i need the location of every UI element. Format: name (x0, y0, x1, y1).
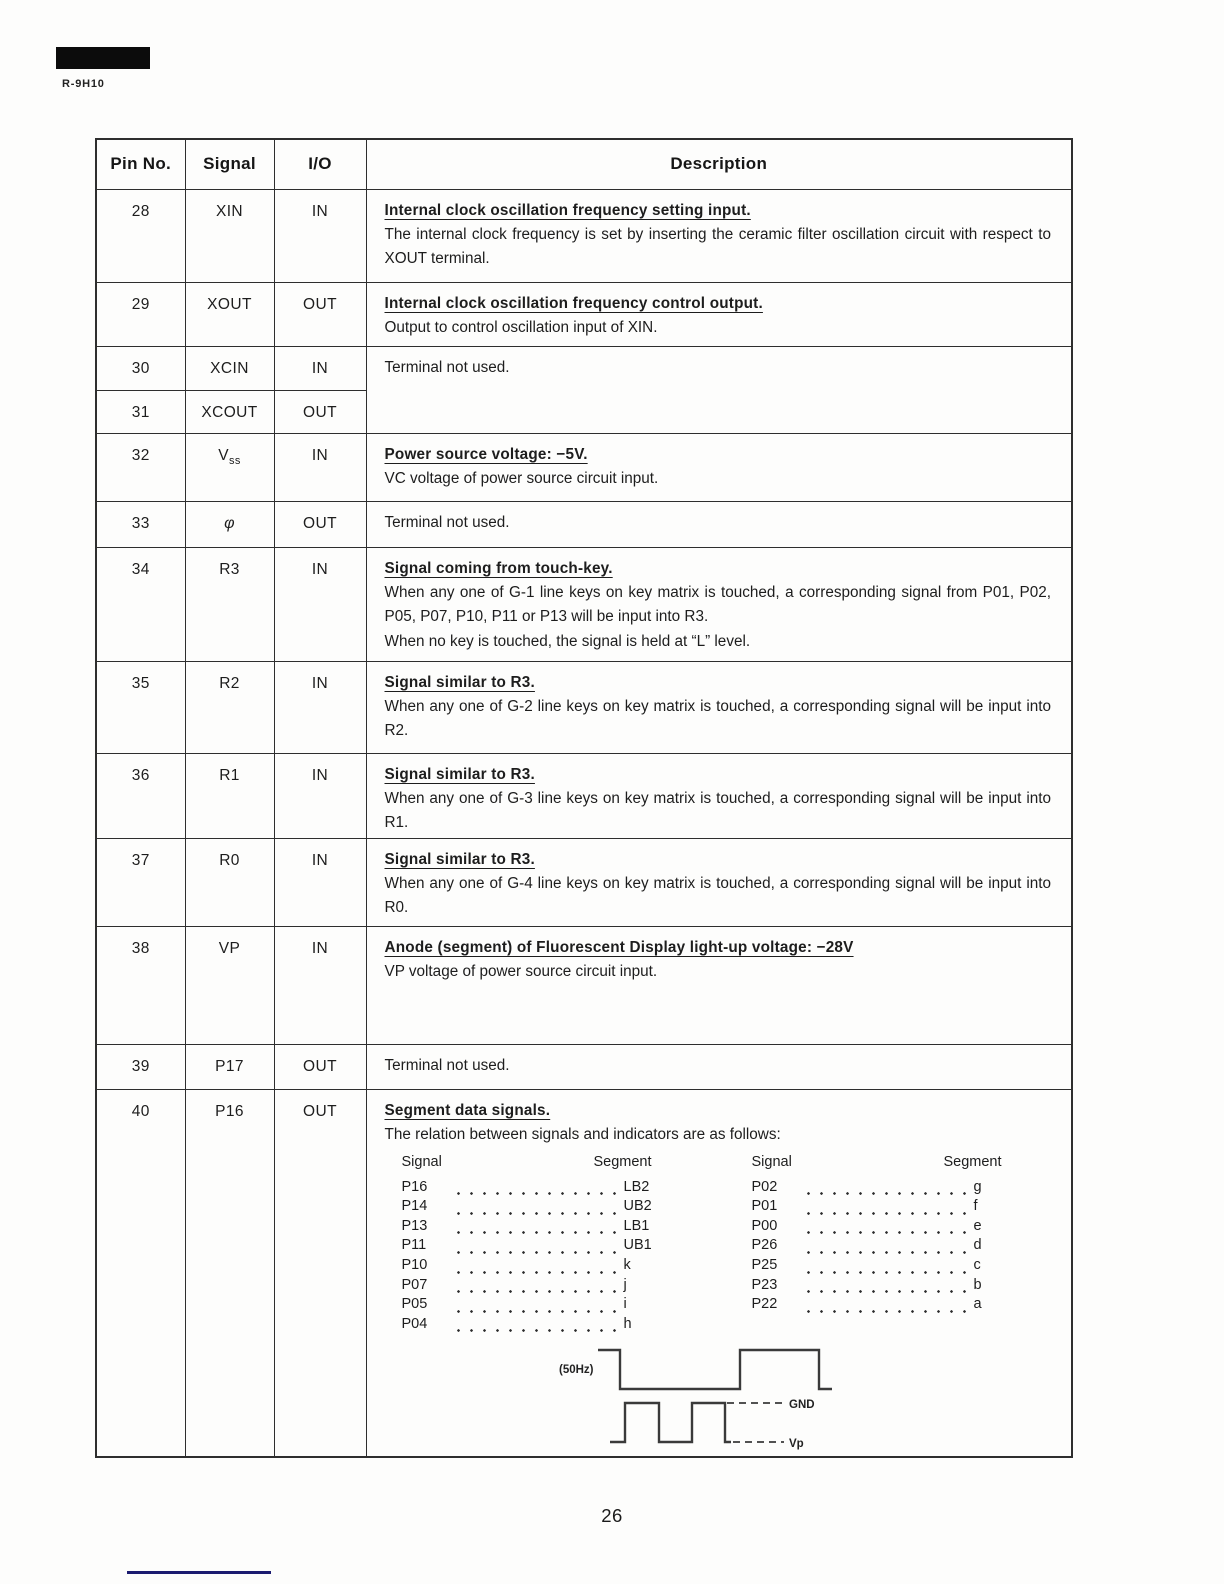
table-row (96, 661, 1072, 753)
pin-number: 31 (96, 390, 185, 433)
description-body: Output to control oscillation input of XIN. (384, 318, 658, 336)
redacted-logo (56, 47, 150, 69)
description-cell (366, 433, 1072, 501)
pin-number: 28 (96, 189, 185, 282)
segment-name: f (973, 1198, 978, 1215)
table-row (96, 926, 1072, 1044)
signal-segment-row (402, 1234, 654, 1254)
table-row (96, 189, 1072, 282)
signal-name: P13 (401, 1217, 428, 1234)
table-row (96, 547, 1072, 661)
description-cell (366, 1089, 1072, 1457)
segment-name: b (973, 1276, 982, 1293)
header-signal: Signal (185, 139, 274, 189)
segment-name: LB2 (623, 1178, 650, 1195)
signal-name: P16 (401, 1178, 428, 1195)
header-description: Description (366, 139, 1072, 189)
pin-number: 37 (96, 838, 185, 926)
table-header-row (96, 139, 1072, 189)
segment-name: e (973, 1217, 982, 1234)
description-body: VC voltage of power source circuit input. (384, 469, 659, 487)
segment-name: LB1 (623, 1217, 650, 1234)
pin-number: 36 (96, 753, 185, 838)
io-direction: OUT (274, 501, 366, 547)
io-direction: IN (274, 838, 366, 926)
segment-name: d (973, 1237, 982, 1254)
header-pin-no: Pin No. (96, 139, 185, 189)
description-body: When any one of G-3 line keys on key matrix is touched, a corresponding signal will be input into R1. (384, 789, 1051, 832)
signal-name: P26 (751, 1237, 778, 1254)
segment-map-right-column (752, 1151, 1004, 1332)
pin-number: 30 (96, 346, 185, 390)
table-row (96, 753, 1072, 838)
signal-segment-row (402, 1293, 654, 1313)
description-heading: Signal similar to R3. (384, 850, 535, 868)
anode-waveform (598, 1350, 832, 1389)
signal-name (185, 501, 274, 547)
gnd-label: GND (788, 1399, 815, 1412)
signal-name: P16 (185, 1089, 274, 1457)
segment-column-header: Segment (943, 1154, 1002, 1171)
dot-leader (452, 1300, 618, 1313)
description-heading: Signal coming from touch-key. (384, 559, 613, 577)
table-row (96, 1089, 1072, 1457)
signal-segment-row (752, 1293, 1004, 1313)
dot-leader (452, 1280, 618, 1293)
signal-segment-row (752, 1215, 1004, 1235)
signal-name: P17 (185, 1044, 274, 1089)
table-row (96, 346, 1072, 390)
io-direction: IN (274, 346, 366, 390)
signal-name-base: V (218, 446, 229, 464)
description-heading: Internal clock oscillation frequency control output. (384, 294, 763, 312)
signal-segment-row (752, 1254, 1004, 1274)
timing-waveform-diagram (558, 1342, 878, 1456)
signal-name: P05 (401, 1296, 428, 1313)
signal-name (185, 433, 274, 501)
description-cell (366, 189, 1072, 282)
pin-number: 39 (96, 1044, 185, 1089)
description-cell (366, 282, 1072, 346)
signal-segment-row (752, 1176, 1004, 1196)
dot-leader (452, 1241, 618, 1254)
description-body: When no key is touched, the signal is held at “L” level. (384, 632, 751, 650)
segment-column-header: Segment (593, 1154, 652, 1171)
signal-segment-row (402, 1176, 654, 1196)
signal-segment-row (402, 1215, 654, 1235)
signal-name: P04 (401, 1315, 428, 1332)
description-cell (366, 753, 1072, 838)
signal-name: R1 (185, 753, 274, 838)
description-body: When any one of G-4 line keys on key matrix is touched, a corresponding signal will be input into R0. (384, 874, 1051, 917)
table-row (96, 433, 1072, 501)
description-heading: Segment data signals. (384, 1101, 551, 1119)
signal-name: VP (185, 926, 274, 1044)
description-body: VP voltage of power source circuit input. (384, 962, 658, 980)
signal-name: P07 (401, 1276, 428, 1293)
description-body: When any one of G-2 line keys on key matrix is touched, a corresponding signal will be input into R2. (384, 697, 1051, 740)
signal-segment-map (402, 1151, 1052, 1332)
frequency-label: (50Hz) (558, 1364, 594, 1377)
dot-leader (802, 1300, 968, 1313)
description-body: Terminal not used. (384, 1056, 510, 1074)
description-heading: Internal clock oscillation frequency setting input. (384, 201, 751, 219)
table-row (96, 1044, 1072, 1089)
vp-label: Vp (788, 1438, 804, 1451)
description-cell (366, 547, 1072, 661)
footer-rule (127, 1571, 271, 1574)
pin-number: 33 (96, 501, 185, 547)
segment-name: UB2 (623, 1198, 652, 1215)
signal-name: R2 (185, 661, 274, 753)
description-heading: Signal similar to R3. (384, 673, 535, 691)
signal-name: P01 (751, 1198, 778, 1215)
pin-number: 40 (96, 1089, 185, 1457)
model-code: R-9H10 (62, 78, 105, 90)
segment-map-column-headers (402, 1151, 654, 1174)
signal-name: R0 (185, 838, 274, 926)
signal-segment-row (752, 1234, 1004, 1254)
segment-name: a (973, 1296, 982, 1313)
description-body: Terminal not used. (384, 513, 510, 531)
page-number: 26 (601, 1505, 623, 1526)
description-cell (366, 346, 1072, 433)
description-cell (366, 661, 1072, 753)
signal-name: XIN (185, 189, 274, 282)
signal-name: XOUT (185, 282, 274, 346)
description-body: When any one of G-1 line keys on key matrix is touched, a corresponding signal from P01, P02, P05, P07, P10, P11 or P13 will be input into R3. (384, 583, 1051, 626)
pulse-waveform (610, 1403, 731, 1442)
dot-leader (802, 1202, 968, 1215)
description-cell (366, 1044, 1072, 1089)
io-direction: IN (274, 661, 366, 753)
pin-description-table (95, 138, 1073, 1458)
dot-leader (802, 1261, 968, 1274)
table-row (96, 501, 1072, 547)
signal-name: P11 (401, 1237, 427, 1254)
signal-name: P10 (401, 1257, 428, 1273)
segment-name: h (623, 1315, 632, 1332)
io-direction: OUT (274, 282, 366, 346)
io-direction: OUT (274, 1044, 366, 1089)
description-cell (366, 838, 1072, 926)
signal-name: P02 (751, 1178, 778, 1195)
description-cell (366, 501, 1072, 547)
signal-column-header: Signal (401, 1154, 442, 1171)
signal-segment-row (402, 1274, 654, 1294)
description-body: The relation between signals and indicators are as follows: (384, 1125, 781, 1143)
io-direction: OUT (274, 1089, 366, 1457)
dot-leader (802, 1182, 968, 1195)
header-io: I/O (274, 139, 366, 189)
io-direction: IN (274, 753, 366, 838)
dot-leader (802, 1221, 968, 1234)
signal-name: P14 (401, 1198, 428, 1215)
segment-map-left-column (402, 1151, 654, 1332)
description-heading: Power source voltage: −5V. (384, 445, 588, 463)
table-row (96, 282, 1072, 346)
segment-map-column-headers (752, 1151, 1004, 1174)
dot-leader (802, 1280, 968, 1293)
dot-leader (452, 1221, 618, 1234)
io-direction: IN (274, 189, 366, 282)
description-heading: Signal similar to R3. (384, 765, 535, 783)
signal-segment-row (752, 1274, 1004, 1294)
segment-name: j (623, 1276, 627, 1293)
signal-segment-row (752, 1195, 1004, 1215)
segment-name: i (623, 1296, 627, 1313)
io-direction: IN (274, 926, 366, 1044)
description-body: The internal clock frequency is set by inserting the ceramic filter oscillation circuit with respect to XOUT terminal. (384, 225, 1051, 268)
signal-name: R3 (185, 547, 274, 661)
pin-number: 29 (96, 282, 185, 346)
dot-leader (802, 1241, 968, 1254)
io-direction: IN (274, 547, 366, 661)
signal-name-subscript: ss (228, 454, 241, 467)
segment-name: c (973, 1257, 981, 1273)
signal-name: P22 (751, 1296, 778, 1313)
description-heading: Anode (segment) of Fluorescent Display light-up voltage: −28V (384, 938, 854, 956)
pin-number: 32 (96, 433, 185, 501)
io-direction: IN (274, 433, 366, 501)
pin-number: 34 (96, 547, 185, 661)
signal-name: XCOUT (185, 390, 274, 433)
signal-column-header: Signal (751, 1154, 792, 1171)
io-direction: OUT (274, 390, 366, 433)
segment-map-right (752, 1176, 1004, 1313)
signal-segment-row (402, 1195, 654, 1215)
dot-leader (452, 1202, 618, 1215)
signal-name: P23 (751, 1276, 778, 1293)
pin-number: 38 (96, 926, 185, 1044)
signal-name: XCIN (185, 346, 274, 390)
description-cell (366, 926, 1072, 1044)
segment-map-left (402, 1176, 654, 1333)
description-body: Terminal not used. (384, 358, 510, 376)
signal-segment-row (402, 1254, 654, 1274)
segment-name: k (623, 1257, 631, 1273)
segment-name: UB1 (623, 1237, 652, 1254)
signal-name: P25 (751, 1257, 778, 1273)
table-row (96, 838, 1072, 926)
dot-leader (452, 1261, 618, 1274)
signal-segment-row (402, 1313, 654, 1333)
segment-name: g (973, 1178, 982, 1195)
signal-name: P00 (751, 1217, 778, 1234)
dot-leader (452, 1319, 618, 1332)
pin-number: 35 (96, 661, 185, 753)
phi-symbol: φ (224, 514, 235, 532)
dot-leader (452, 1182, 618, 1195)
